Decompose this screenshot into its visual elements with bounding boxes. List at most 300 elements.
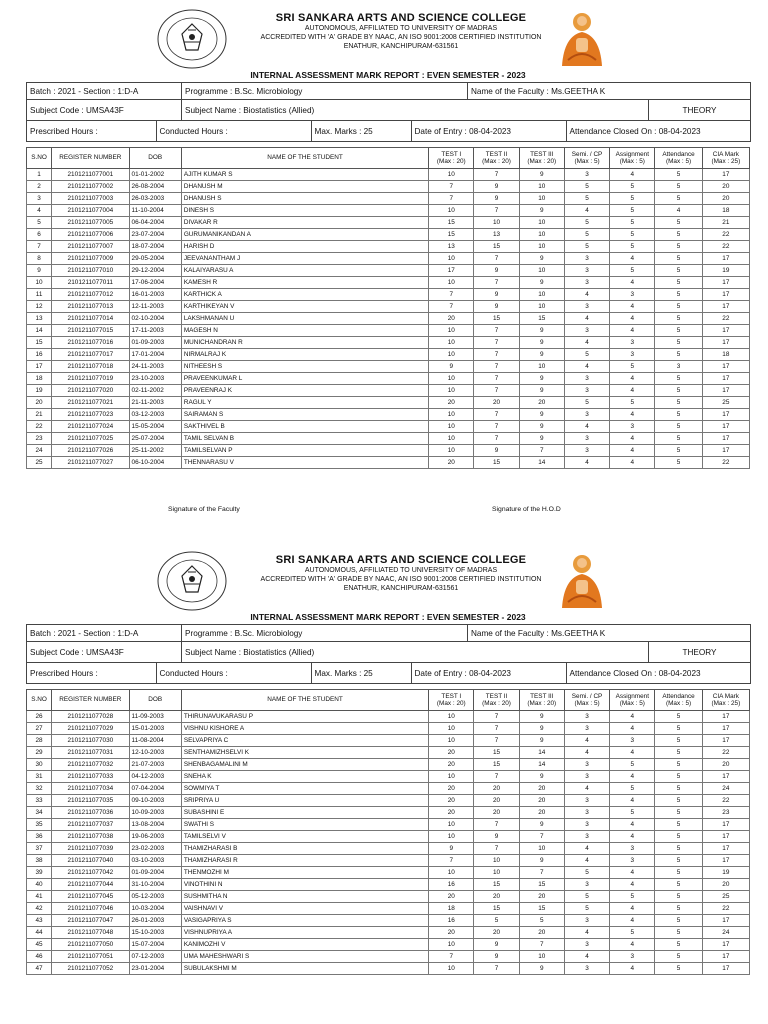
table-row [27, 217, 750, 229]
cell-student-name: DHANUSH S [181, 193, 428, 205]
table-row [27, 337, 750, 349]
cell-test-3: 10 [519, 951, 564, 963]
cell-sno: 45 [27, 939, 52, 951]
cell-test-3: 14 [519, 747, 564, 759]
cell-attendance: 5 [655, 915, 702, 927]
cell-attendance: 5 [655, 289, 702, 301]
cell-test-3: 10 [519, 181, 564, 193]
cell-cia-mark: 22 [702, 795, 749, 807]
cell-dob: 23-02-2003 [129, 843, 181, 855]
cell-attendance: 5 [655, 795, 702, 807]
cell-test-3: 9 [519, 253, 564, 265]
cell-attendance: 5 [655, 181, 702, 193]
cell-sno: 7 [27, 241, 52, 253]
cell-register-number: 2101211077012 [52, 289, 129, 301]
cell-attendance: 5 [655, 385, 702, 397]
cell-cia-mark: 17 [702, 915, 749, 927]
cell-cia-mark: 22 [702, 903, 749, 915]
cell-student-name: THAMIZHARASI B [181, 843, 428, 855]
cell-dob: 06-10-2004 [129, 457, 181, 469]
cell-student-name: KARTHICK A [181, 289, 428, 301]
cell-test-1: 10 [429, 421, 474, 433]
table-row [27, 169, 750, 181]
cell-student-name: KANIMOZHI V [181, 939, 428, 951]
cell-test-3: 20 [519, 397, 564, 409]
cell-test-1: 20 [429, 927, 474, 939]
cell-assignment: 4 [610, 385, 655, 397]
cell-test-3: 9 [519, 421, 564, 433]
cell-sno: 40 [27, 879, 52, 891]
cell-seminar: 4 [564, 747, 609, 759]
cell-sno: 2 [27, 181, 52, 193]
cell-student-name: PRAVEENKUMAR L [181, 373, 428, 385]
cell-register-number: 2101211077033 [52, 771, 129, 783]
cell-seminar: 3 [564, 169, 609, 181]
cell-test-1: 10 [429, 723, 474, 735]
cell-test-3: 15 [519, 313, 564, 325]
cell-student-name: PRAVEENRAJ K [181, 385, 428, 397]
cell-sno: 14 [27, 325, 52, 337]
cell-register-number: 2101211077009 [52, 253, 129, 265]
cell-dob: 10-03-2004 [129, 903, 181, 915]
col-register-number: REGISTER NUMBER [52, 690, 129, 711]
cell-attendance: 5 [655, 337, 702, 349]
cell-dob: 15-01-2003 [129, 723, 181, 735]
cell-cia-mark: 17 [702, 855, 749, 867]
cell-register-number: 2101211077017 [52, 349, 129, 361]
cell-test-1: 7 [429, 855, 474, 867]
cell-seminar: 3 [564, 759, 609, 771]
cell-student-name: VISHNU KISHORE A [181, 723, 428, 735]
cell-test-2: 9 [474, 289, 519, 301]
cell-sno: 26 [27, 711, 52, 723]
marks-table-body [27, 711, 750, 975]
cell-register-number: 2101211077051 [52, 951, 129, 963]
cell-assignment: 4 [610, 457, 655, 469]
cell-seminar: 4 [564, 337, 609, 349]
cell-register-number: 2101211077024 [52, 421, 129, 433]
cell-test-2: 13 [474, 229, 519, 241]
cell-test-2: 7 [474, 205, 519, 217]
subject-name-cell: Subject Name : Biostatistics (Allied) [182, 642, 649, 663]
cell-student-name: SAKTHIVEL B [181, 421, 428, 433]
cell-dob: 21-11-2003 [129, 397, 181, 409]
cell-seminar: 4 [564, 457, 609, 469]
cell-sno: 34 [27, 807, 52, 819]
cell-student-name: MAGESH N [181, 325, 428, 337]
saint-portrait-icon [554, 8, 610, 70]
cell-assignment: 4 [610, 313, 655, 325]
college-accreditation: ACCREDITED WITH 'A' GRADE BY NAAC, AN ISO 9001:2008 CERTIFIED INSTITUTION [260, 34, 542, 41]
cell-attendance: 5 [655, 951, 702, 963]
cell-dob: 02-10-2004 [129, 313, 181, 325]
table-row [27, 927, 750, 939]
cell-test-1: 7 [429, 301, 474, 313]
table-row [27, 915, 750, 927]
conducted-hours-cell: Conducted Hours : [156, 121, 311, 141]
table-row [27, 457, 750, 469]
cell-dob: 07-12-2003 [129, 951, 181, 963]
cell-dob: 25-11-2002 [129, 445, 181, 457]
cell-register-number: 2101211077013 [52, 301, 129, 313]
cell-sno: 38 [27, 855, 52, 867]
cell-seminar: 5 [564, 349, 609, 361]
faculty-cell: Name of the Faculty : Ms.GEETHA K [468, 625, 751, 642]
cell-seminar: 3 [564, 445, 609, 457]
cell-register-number: 2101211077002 [52, 181, 129, 193]
col-attendance: Attendance (Max : 5) [655, 148, 702, 169]
cell-seminar: 4 [564, 843, 609, 855]
cell-cia-mark: 17 [702, 301, 749, 313]
cell-register-number: 2101211077036 [52, 807, 129, 819]
cell-test-3: 15 [519, 879, 564, 891]
cell-assignment: 5 [610, 927, 655, 939]
cell-test-2: 10 [474, 217, 519, 229]
cell-cia-mark: 17 [702, 831, 749, 843]
table-row [27, 783, 750, 795]
cell-register-number: 2101211077018 [52, 361, 129, 373]
cell-cia-mark: 19 [702, 265, 749, 277]
marks-table [26, 147, 750, 469]
cell-seminar: 3 [564, 819, 609, 831]
cell-assignment: 3 [610, 349, 655, 361]
cell-seminar: 4 [564, 289, 609, 301]
cell-student-name: THENNARASU V [181, 457, 428, 469]
cell-seminar: 5 [564, 903, 609, 915]
cell-test-3: 9 [519, 855, 564, 867]
cell-assignment: 5 [610, 193, 655, 205]
cell-register-number: 2101211077047 [52, 915, 129, 927]
cell-assignment: 4 [610, 409, 655, 421]
table-row [27, 807, 750, 819]
cell-student-name: KALAIYARASU A [181, 265, 428, 277]
table-row [27, 963, 750, 975]
col-assignment: Assignment (Max : 5) [610, 690, 655, 711]
cell-test-1: 15 [429, 217, 474, 229]
cell-student-name: SAIRAMAN S [181, 409, 428, 421]
table-row [27, 855, 750, 867]
cell-cia-mark: 17 [702, 433, 749, 445]
cell-sno: 16 [27, 349, 52, 361]
batch-cell: Batch : 2021 - Section : 1:D-A [27, 83, 182, 100]
col-test-1: TEST I (Max : 20) [429, 690, 474, 711]
cell-cia-mark: 18 [702, 349, 749, 361]
cell-assignment: 4 [610, 723, 655, 735]
cell-test-3: 9 [519, 819, 564, 831]
cell-assignment: 3 [610, 951, 655, 963]
cell-test-1: 20 [429, 313, 474, 325]
col-test-2: TEST II (Max : 20) [474, 148, 519, 169]
cell-test-2: 7 [474, 409, 519, 421]
cell-dob: 06-04-2004 [129, 217, 181, 229]
cell-attendance: 5 [655, 421, 702, 433]
cell-dob: 03-12-2003 [129, 409, 181, 421]
cell-register-number: 2101211077007 [52, 241, 129, 253]
date-of-entry-cell: Date of Entry : 08-04-2023 [411, 121, 566, 141]
subject-code-cell: Subject Code : UMSA43F [27, 100, 182, 121]
cell-dob: 10-09-2003 [129, 807, 181, 819]
table-row [27, 843, 750, 855]
cell-test-3: 9 [519, 385, 564, 397]
cell-attendance: 5 [655, 963, 702, 975]
cell-sno: 21 [27, 409, 52, 421]
cell-student-name: HARISH D [181, 241, 428, 253]
report-page-2 [26, 548, 750, 975]
cell-assignment: 4 [610, 903, 655, 915]
cell-test-2: 5 [474, 915, 519, 927]
cell-register-number: 2101211077020 [52, 385, 129, 397]
cell-sno: 8 [27, 253, 52, 265]
table-row [27, 831, 750, 843]
cell-seminar: 3 [564, 277, 609, 289]
cell-attendance: 5 [655, 903, 702, 915]
cell-student-name: KARTHIKEYAN V [181, 301, 428, 313]
cell-test-2: 15 [474, 879, 519, 891]
cell-seminar: 3 [564, 795, 609, 807]
cell-cia-mark: 17 [702, 711, 749, 723]
cell-assignment: 4 [610, 711, 655, 723]
cell-student-name: SELVAPRIYA C [181, 735, 428, 747]
cell-seminar: 3 [564, 807, 609, 819]
cell-assignment: 4 [610, 747, 655, 759]
table-row [27, 361, 750, 373]
cell-student-name: VASIGAPRIYA S [181, 915, 428, 927]
cell-seminar: 3 [564, 373, 609, 385]
col-attendance: Attendance (Max : 5) [655, 690, 702, 711]
college-address: ENATHUR, KANCHIPURAM-631561 [343, 43, 459, 50]
cell-attendance: 5 [655, 891, 702, 903]
cell-sno: 22 [27, 421, 52, 433]
cell-dob: 31-10-2004 [129, 879, 181, 891]
cell-test-3: 7 [519, 831, 564, 843]
cell-test-2: 15 [474, 747, 519, 759]
cell-cia-mark: 17 [702, 939, 749, 951]
cell-register-number: 2101211077028 [52, 711, 129, 723]
cell-test-2: 15 [474, 759, 519, 771]
cell-cia-mark: 17 [702, 325, 749, 337]
cell-test-3: 14 [519, 457, 564, 469]
cell-dob: 29-12-2004 [129, 265, 181, 277]
cell-register-number: 2101211077010 [52, 265, 129, 277]
cell-test-2: 7 [474, 723, 519, 735]
cell-test-2: 15 [474, 313, 519, 325]
col-sno: S.NO [27, 148, 52, 169]
cell-assignment: 4 [610, 301, 655, 313]
table-row [27, 277, 750, 289]
cell-cia-mark: 17 [702, 169, 749, 181]
table-row [27, 205, 750, 217]
cell-assignment: 3 [610, 735, 655, 747]
cell-sno: 20 [27, 397, 52, 409]
cell-test-1: 10 [429, 373, 474, 385]
cell-test-1: 10 [429, 831, 474, 843]
cell-student-name: VINOTHINI N [181, 879, 428, 891]
cell-test-3: 9 [519, 723, 564, 735]
cell-test-2: 10 [474, 855, 519, 867]
cell-assignment: 4 [610, 445, 655, 457]
cell-sno: 6 [27, 229, 52, 241]
cell-attendance: 5 [655, 373, 702, 385]
cell-sno: 28 [27, 735, 52, 747]
attendance-closed-cell: Attendance Closed On : 08-04-2023 [569, 126, 701, 136]
cell-dob: 26-01-2003 [129, 915, 181, 927]
col-test-1: TEST I (Max : 20) [429, 148, 474, 169]
cell-sno: 25 [27, 457, 52, 469]
cell-student-name: SUBASHINI E [181, 807, 428, 819]
cell-attendance: 5 [655, 253, 702, 265]
batch-cell: Batch : 2021 - Section : 1:D-A [27, 625, 182, 642]
course-info-table [26, 624, 751, 684]
table-row [27, 421, 750, 433]
cell-assignment: 5 [610, 807, 655, 819]
table-row [27, 747, 750, 759]
cell-student-name: SOWMIYA T [181, 783, 428, 795]
cell-test-3: 20 [519, 783, 564, 795]
col-register-number: REGISTER NUMBER [52, 148, 129, 169]
cell-assignment: 5 [610, 361, 655, 373]
cell-sno: 37 [27, 843, 52, 855]
cell-test-1: 10 [429, 867, 474, 879]
cell-sno: 13 [27, 313, 52, 325]
cell-sno: 43 [27, 915, 52, 927]
cell-test-1: 10 [429, 735, 474, 747]
marks-table [26, 689, 750, 975]
cell-register-number: 2101211077038 [52, 831, 129, 843]
cell-assignment: 4 [610, 433, 655, 445]
table-row [27, 397, 750, 409]
table-row [27, 313, 750, 325]
cell-student-name: NITHEESH S [181, 361, 428, 373]
cell-register-number: 2101211077037 [52, 819, 129, 831]
cell-test-1: 10 [429, 349, 474, 361]
cell-register-number: 2101211077052 [52, 963, 129, 975]
cell-seminar: 3 [564, 253, 609, 265]
cell-sno: 30 [27, 759, 52, 771]
cell-test-2: 7 [474, 843, 519, 855]
cell-cia-mark: 24 [702, 927, 749, 939]
cell-seminar: 5 [564, 397, 609, 409]
cell-cia-mark: 17 [702, 385, 749, 397]
cell-seminar: 5 [564, 229, 609, 241]
cell-test-3: 9 [519, 433, 564, 445]
cell-dob: 09-10-2003 [129, 795, 181, 807]
cell-cia-mark: 17 [702, 771, 749, 783]
cell-student-name: MUNICHANDRAN R [181, 337, 428, 349]
cell-sno: 33 [27, 795, 52, 807]
cell-assignment: 4 [610, 831, 655, 843]
cell-register-number: 2101211077030 [52, 735, 129, 747]
cell-test-2: 7 [474, 385, 519, 397]
cell-dob: 24-11-2003 [129, 361, 181, 373]
table-row [27, 879, 750, 891]
cell-register-number: 2101211077039 [52, 843, 129, 855]
cell-register-number: 2101211077001 [52, 169, 129, 181]
cell-test-2: 15 [474, 241, 519, 253]
cell-seminar: 4 [564, 783, 609, 795]
cell-dob: 13-08-2004 [129, 819, 181, 831]
cell-assignment: 5 [610, 229, 655, 241]
cell-test-3: 10 [519, 843, 564, 855]
table-row [27, 819, 750, 831]
college-name: SRI SANKARA ARTS AND SCIENCE COLLEGE [275, 554, 527, 566]
cell-register-number: 2101211077003 [52, 193, 129, 205]
cell-test-3: 14 [519, 759, 564, 771]
cell-sno: 10 [27, 277, 52, 289]
college-affiliation: AUTONOMOUS, AFFILIATED TO UNIVERSITY OF MADRAS [304, 567, 498, 574]
max-marks-cell: Max. Marks : 25 [311, 121, 411, 141]
cell-test-3: 10 [519, 193, 564, 205]
cell-seminar: 4 [564, 951, 609, 963]
cell-cia-mark: 17 [702, 735, 749, 747]
cell-assignment: 5 [610, 265, 655, 277]
cell-seminar: 4 [564, 735, 609, 747]
cell-attendance: 5 [655, 265, 702, 277]
cell-attendance: 5 [655, 169, 702, 181]
cell-test-2: 20 [474, 891, 519, 903]
cell-assignment: 4 [610, 277, 655, 289]
cell-seminar: 3 [564, 385, 609, 397]
cell-test-2: 20 [474, 927, 519, 939]
cell-attendance: 5 [655, 457, 702, 469]
cell-test-2: 9 [474, 939, 519, 951]
col-dob: DOB [129, 148, 181, 169]
cell-seminar: 5 [564, 181, 609, 193]
cell-seminar: 3 [564, 879, 609, 891]
cell-assignment: 4 [610, 867, 655, 879]
cell-seminar: 4 [564, 361, 609, 373]
cell-test-3: 9 [519, 963, 564, 975]
cell-attendance: 5 [655, 771, 702, 783]
subject-name-cell: Subject Name : Biostatistics (Allied) [182, 100, 649, 121]
cell-dob: 11-09-2003 [129, 711, 181, 723]
cell-sno: 19 [27, 385, 52, 397]
college-header [26, 6, 750, 68]
cell-seminar: 5 [564, 891, 609, 903]
cell-student-name: SENTHAMIZHSELVI K [181, 747, 428, 759]
cell-test-2: 20 [474, 783, 519, 795]
cell-sno: 41 [27, 891, 52, 903]
cell-cia-mark: 20 [702, 759, 749, 771]
cell-assignment: 3 [610, 337, 655, 349]
col-cia-mark: CIA Mark (Max : 25) [702, 690, 749, 711]
cell-test-2: 7 [474, 349, 519, 361]
cell-assignment: 5 [610, 241, 655, 253]
cell-register-number: 2101211077006 [52, 229, 129, 241]
cell-student-name: NIRMALRAJ K [181, 349, 428, 361]
cell-cia-mark: 21 [702, 217, 749, 229]
table-row [27, 951, 750, 963]
cell-test-2: 7 [474, 771, 519, 783]
cell-test-3: 9 [519, 711, 564, 723]
cell-test-3: 9 [519, 205, 564, 217]
cell-student-name: JEEVANANTHAM J [181, 253, 428, 265]
table-row [27, 385, 750, 397]
col-test-3: TEST III (Max : 20) [519, 690, 564, 711]
cell-dob: 01-09-2004 [129, 867, 181, 879]
faculty-cell: Name of the Faculty : Ms.GEETHA K [468, 83, 751, 100]
table-row [27, 349, 750, 361]
cell-test-1: 20 [429, 783, 474, 795]
cell-dob: 01-09-2003 [129, 337, 181, 349]
cell-student-name: UMA MAHESHWARI S [181, 951, 428, 963]
cell-sno: 31 [27, 771, 52, 783]
cell-dob: 26-08-2004 [129, 181, 181, 193]
cell-assignment: 4 [610, 325, 655, 337]
cell-test-1: 7 [429, 181, 474, 193]
cell-test-2: 20 [474, 397, 519, 409]
cell-test-3: 7 [519, 939, 564, 951]
cell-sno: 24 [27, 445, 52, 457]
